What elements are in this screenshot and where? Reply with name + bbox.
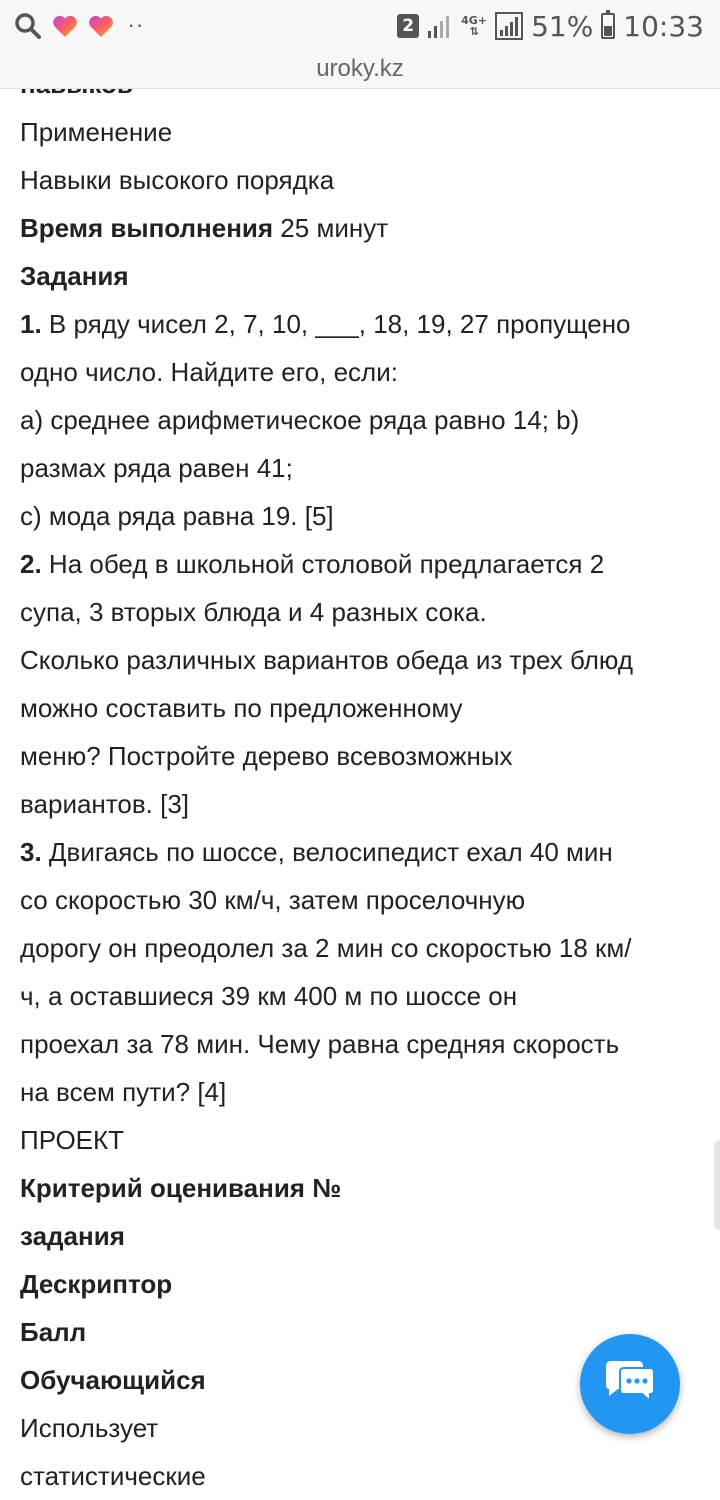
sim-badge: 2	[397, 14, 419, 38]
line-text: Балл	[20, 1317, 87, 1347]
line-text: Задания	[20, 261, 129, 291]
line-text: на всем пути? [4]	[20, 1077, 227, 1107]
line-text: a) среднее арифметическое ряда равно 14; b)	[20, 405, 580, 435]
bold-label: Время выполнения	[20, 213, 274, 243]
bold-label: 2.	[20, 549, 42, 579]
text-line	[20, 204, 710, 252]
line-text: Навыки высокого порядка	[20, 165, 335, 195]
line-text: статистические	[20, 1461, 206, 1491]
text-line	[20, 1164, 710, 1212]
line-text: Сколько различных вариантов обеда из трех блюд	[20, 645, 634, 675]
bold-label: 3.	[20, 837, 42, 867]
line-text: На обед в школьной столовой предлагается 2	[41, 549, 605, 579]
line-text: размах ряда равен 41;	[20, 453, 293, 483]
search-icon[interactable]	[14, 12, 42, 40]
text-line	[20, 444, 710, 492]
line-text: 25 минут	[273, 213, 389, 243]
text-line	[20, 1452, 710, 1500]
text-line	[20, 492, 710, 540]
text-line	[20, 300, 710, 348]
line-text: Двигаясь по шоссе, велосипедист ехал 40 мин	[41, 837, 613, 867]
line-text: одно число. Найдите его, если:	[20, 357, 398, 387]
line-text: Применение	[20, 117, 173, 147]
edge-panel-handle[interactable]	[714, 1140, 720, 1230]
text-line	[20, 348, 710, 396]
line-text: супа, 3 вторых блюда и 4 разных сока.	[20, 597, 487, 627]
line-text: c) мода ряда равна 19. [5]	[20, 501, 334, 531]
heart-app-icon	[88, 14, 114, 38]
text-line	[20, 540, 710, 588]
text-line	[20, 876, 710, 924]
signal-icon	[427, 13, 453, 39]
line-text: задания	[20, 1221, 125, 1251]
text-line	[20, 1116, 710, 1164]
line-text: со скоростью 30 км/ч, затем проселочную	[20, 885, 526, 915]
text-line	[20, 1260, 710, 1308]
text-line	[20, 1020, 710, 1068]
battery-icon	[601, 13, 615, 39]
line-text: Обучающийся	[20, 1365, 206, 1395]
line-text: В ряду чисел 2, 7, 10, ___, 18, 19, 27 пропущено	[41, 309, 631, 339]
clock: 10:33	[623, 9, 704, 43]
text-line	[20, 1212, 710, 1260]
text-line	[20, 972, 710, 1020]
line-text: Критерий оценивания №	[20, 1173, 342, 1203]
text-line	[20, 108, 710, 156]
article-content	[20, 60, 710, 1500]
signal-icon	[495, 12, 523, 40]
bold-label: 1.	[20, 309, 42, 339]
address-bar[interactable]	[0, 52, 720, 89]
text-line	[20, 684, 710, 732]
line-text: вариантов. [3]	[20, 789, 190, 819]
heart-app-icon	[52, 14, 78, 38]
status-bar	[0, 0, 720, 52]
text-line	[20, 588, 710, 636]
text-line	[20, 732, 710, 780]
line-text: проехал за 78 мин. Чему равна средняя скорость	[20, 1029, 620, 1059]
line-text: можно составить по предложенному	[20, 693, 463, 723]
text-line	[20, 1068, 710, 1116]
more-notifications-icon: ··	[128, 14, 145, 38]
battery-percent: 51%	[531, 9, 594, 43]
line-text: Дескриптор	[20, 1269, 173, 1299]
text-line	[20, 828, 710, 876]
line-text: меню? Постройте дерево всевозможных	[20, 741, 513, 771]
chat-icon	[600, 1358, 660, 1410]
text-line	[20, 396, 710, 444]
line-text: Использует	[20, 1413, 159, 1443]
line-text: ч, а оставшиеся 39 км 400 м по шоссе он	[20, 981, 518, 1011]
text-line	[20, 156, 710, 204]
text-line	[20, 252, 710, 300]
line-text: дорогу он преодолел за 2 мин со скоростью 18 км/	[20, 933, 632, 963]
network-type: 4G+ ⇅	[461, 14, 488, 38]
chat-button[interactable]	[580, 1334, 680, 1434]
url-text: uroky.kz	[316, 55, 404, 82]
text-line	[20, 780, 710, 828]
line-text: ПРОЕКТ	[20, 1125, 125, 1155]
text-line	[20, 924, 710, 972]
text-line	[20, 636, 710, 684]
